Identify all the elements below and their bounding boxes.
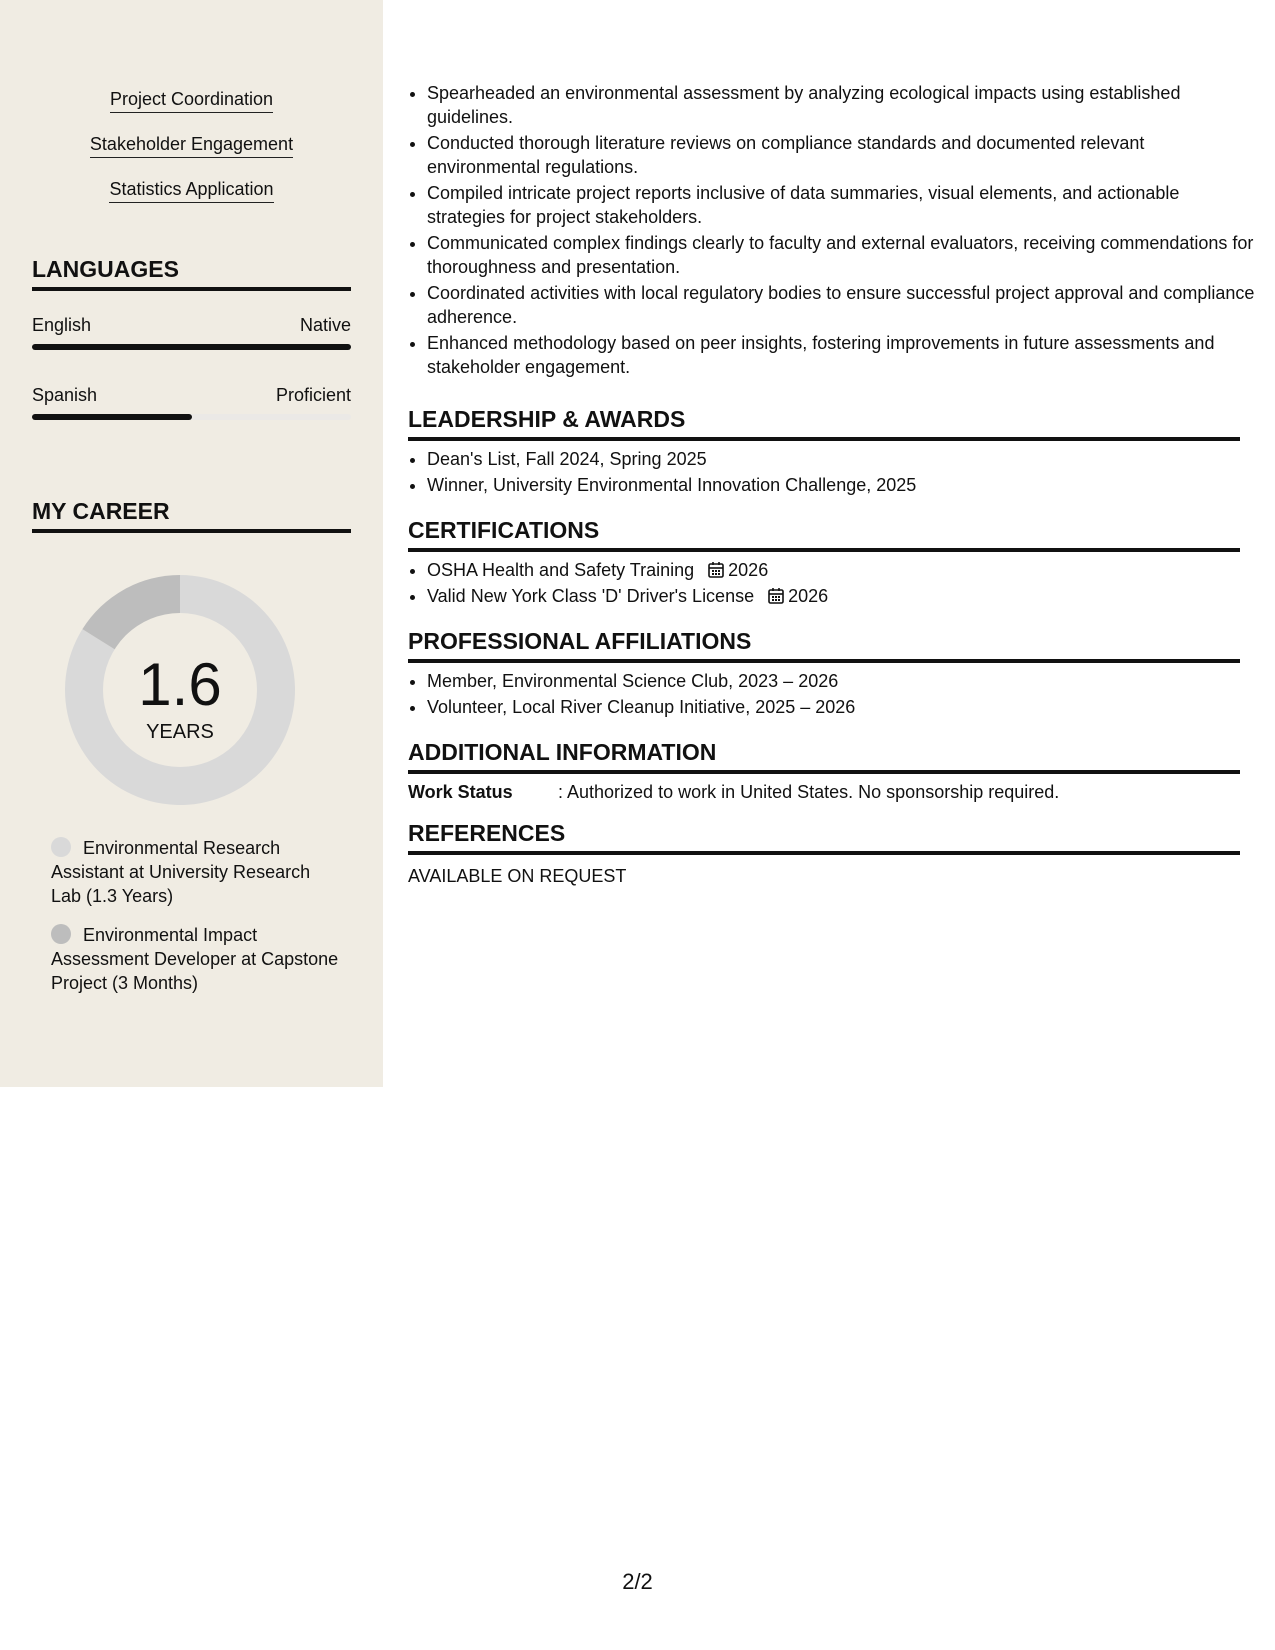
leadership-item: • Winner, University Environmental Innovation Challenge, 2025 [427, 473, 1259, 497]
certifications-list [408, 558, 1259, 610]
work-status [408, 780, 1059, 804]
additional-info-heading: ADDITIONAL INFORMATION [408, 738, 1240, 774]
certification-name: Valid New York Class 'D' Driver's License [427, 586, 755, 606]
career-total-unit: YEARS [146, 721, 214, 743]
experience-bullet: • Enhanced methodology based on peer insights, fostering improvements in future assessments and stakeholder engagement. [427, 331, 1259, 379]
experience-bullet: • Spearheaded an environmental assessment by analyzing ecological impacts using established guidelines. [427, 81, 1259, 129]
languages-heading: LANGUAGES [32, 255, 351, 291]
career-item-text: Environmental Research Assistant at University Research Lab (1.3 Years) [51, 838, 311, 906]
language-bar-spanish [32, 414, 351, 420]
calendar-icon [708, 561, 724, 578]
language-name: English [32, 315, 92, 335]
skill-statistics-application: Statistics Application [0, 178, 383, 203]
experience-bullet-list [408, 81, 1259, 381]
certification-year: 2026 [788, 586, 829, 606]
certification-item [427, 558, 1259, 582]
certification-year: 2026 [728, 560, 769, 580]
references-text: AVAILABLE ON REQUEST [408, 866, 627, 886]
language-row-spanish [32, 384, 351, 406]
work-status-label: Work Status [408, 782, 513, 802]
leadership-list [408, 447, 1259, 499]
career-total-value: 1.6 [138, 651, 222, 718]
language-level: Native [299, 315, 351, 335]
language-bar-fill [32, 414, 192, 420]
language-bar-english [32, 344, 351, 350]
leadership-item: • Dean's List, Fall 2024, Spring 2025 [427, 447, 1259, 471]
affiliation-item: • Member, Environmental Science Club, 2023 – 2026 [427, 669, 1259, 693]
language-bar-fill [32, 344, 351, 350]
certification-item [427, 584, 1259, 608]
experience-bullet: • Conducted thorough literature reviews on compliance standards and documented relevant environmental regulations. [427, 131, 1259, 179]
certification-name: OSHA Health and Safety Training [427, 560, 695, 580]
references-heading: REFERENCES [408, 819, 1240, 855]
affiliations-list [408, 669, 1259, 721]
work-status-value: : Authorized to work in United States. No sponsorship required. [558, 782, 1060, 802]
sidebar [0, 0, 383, 1087]
certifications-heading: CERTIFICATIONS [408, 516, 1240, 552]
leadership-heading: LEADERSHIP & AWARDS [408, 405, 1240, 441]
language-row-english [32, 314, 351, 336]
experience-bullet: • Coordinated activities with local regulatory bodies to ensure successful project approval and compliance adherence. [427, 281, 1259, 329]
skill-stakeholder-engagement: Stakeholder Engagement [0, 133, 383, 158]
career-legend-dot [51, 837, 71, 857]
affiliation-item: • Volunteer, Local River Cleanup Initiative, 2025 – 2026 [427, 695, 1259, 719]
career-legend-dot [51, 924, 71, 944]
career-item-text: Environmental Impact Assessment Developer at Capstone Project (3 Months) [51, 925, 339, 993]
career-donut-chart [65, 575, 295, 805]
language-name: Spanish [32, 385, 98, 405]
language-level: Proficient [275, 385, 351, 405]
affiliations-heading: PROFESSIONAL AFFILIATIONS [408, 627, 1240, 663]
career-heading: MY CAREER [32, 497, 351, 533]
career-item-research-assistant [51, 836, 341, 908]
page-number: 2/2 [622, 1569, 653, 1594]
experience-bullet: • Communicated complex findings clearly to faculty and external evaluators, receiving commendations for thoroughness and presentation. [427, 231, 1259, 279]
skill-project-coordination: Project Coordination [0, 88, 383, 113]
experience-bullet: • Compiled intricate project reports inclusive of data summaries, visual elements, and actionable strategies for project stakeholders. [427, 181, 1259, 229]
calendar-icon [768, 587, 784, 604]
career-item-impact-developer [51, 923, 341, 995]
